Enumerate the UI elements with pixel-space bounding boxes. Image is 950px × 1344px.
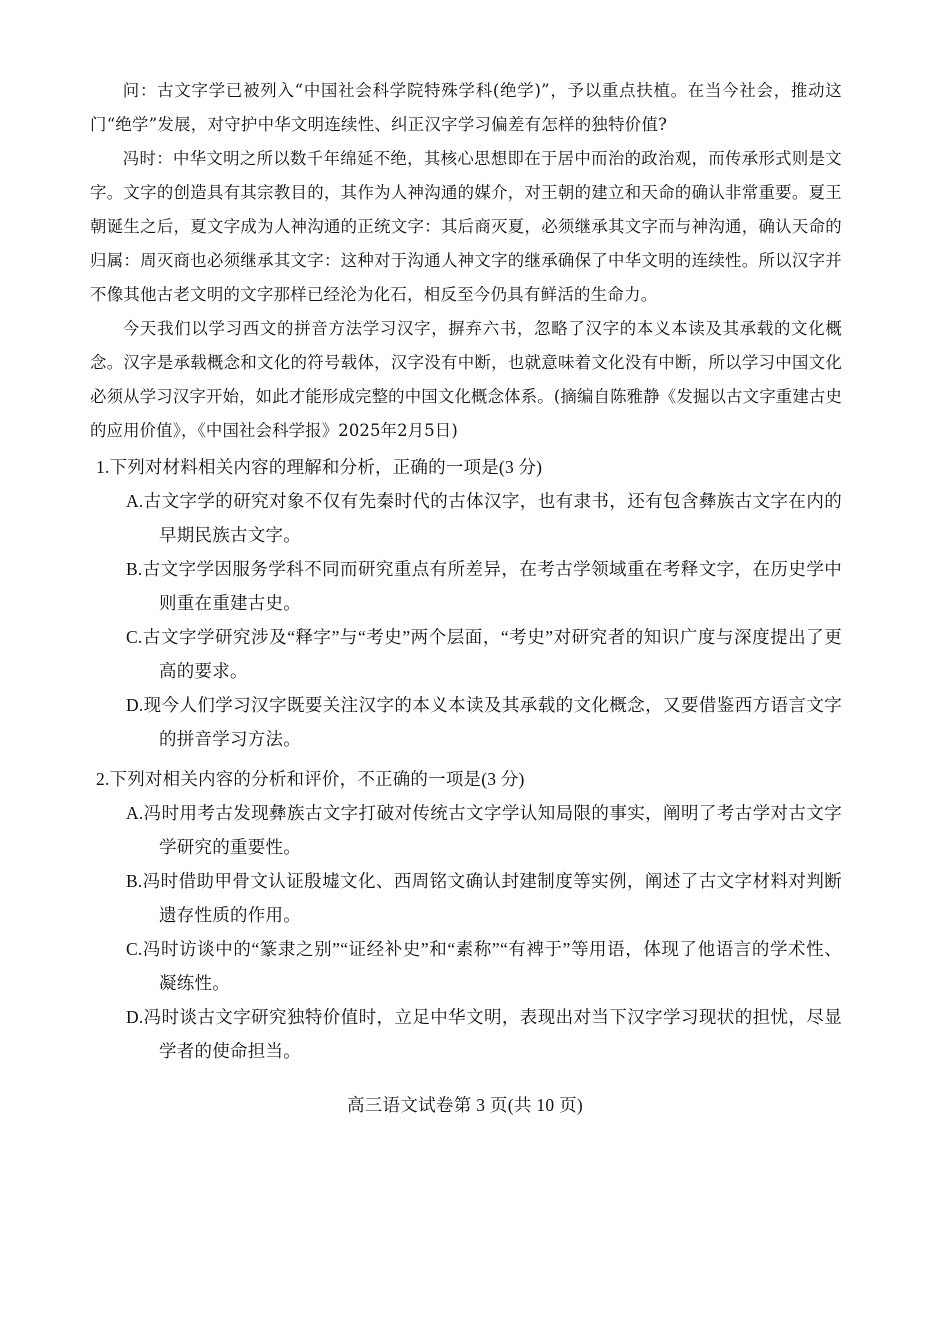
interview-question-paragraph: 问：古文字学已被列入“中国社会科学院特殊学科(绝学)”，予以重点扶植。在当今社会，推动这门“绝学”发展，对守护中华文明连续性、纠正汉字学习偏差有怎样的独特价值?	[90, 81, 842, 134]
interview-passage	[90, 74, 842, 448]
question-2-option-d: D.冯时谈古文字研究独特价值时，立足中华文明，表现出对当下汉字学习现状的担忧，尽显学者的使命担当。	[126, 1007, 842, 1061]
question-1-option-d: D.现今人们学习汉字既要关注汉字的本义本读及其承载的文化概念，又要借鉴西方语言文字的拼音学习方法。	[126, 695, 842, 749]
question-1	[90, 450, 842, 756]
question-2-option-b: B.冯时借助甲骨文认证殷墟文化、西周铭文确认封建制度等实例，阐述了古文字材料对判断遗存性质的作用。	[126, 871, 842, 925]
question-1-option-a: A.古文字学的研究对象不仅有先秦时代的古体汉字，也有隶书，还有包含彝族古文字在内的早期民族古文字。	[126, 491, 842, 545]
question-1-option-c: C.古文字学研究涉及“释字”与“考史”两个层面，“考史”对研究者的知识广度与深度提出了更高的要求。	[126, 627, 842, 681]
question-1-option-b: B.古文字学因服务学科不同而研究重点有所差异，在考古学领域重在考释文字，在历史学中则重在重建古史。	[126, 559, 842, 613]
question-1-stem: 1.下列对材料相关内容的理解和分析，正确的一项是(3 分)	[96, 457, 543, 477]
interview-closing-paragraph: 今天我们以学习西文的拼音方法学习汉字，摒弃六书，忽略了汉字的本义本读及其承载的文化概念。汉字是承载概念和文化的符号载体，汉字没有中断，也就意味着文化没有中断，所以学习中国文化必须从学习汉字开始，如此才能形成完整的中国文化概念体系。(摘编自陈雅静《发掘以古文字重建古史的应用价值》，《中国社会科学报》2025年2月5日)	[90, 319, 842, 440]
question-2	[90, 762, 842, 1068]
question-2-stem: 2.下列对相关内容的分析和评价，不正确的一项是(3 分)	[96, 769, 525, 789]
question-2-option-c: C.冯时访谈中的“篆隶之别”“证经补史”和“素称”“有裨于”等用语，体现了他语言的学术性、凝练性。	[126, 939, 842, 993]
interview-answer-paragraph: 冯时：中华文明之所以数千年绵延不绝，其核心思想即在于居中而治的政治观，而传承形式则是文字。文字的创造具有其宗教目的，其作为人神沟通的媒介，对王朝的建立和天命的确认非常重要。夏王朝诞生之后，夏文字成为人神沟通的正统文字：其后商灭夏，必须继承其文字而与神沟通，确认天命的归属：周灭商也必须继承其文字：这种对于沟通人神文字的继承确保了中华文明的连续性。所以汉字并不像其他古老文明的文字那样已经沦为化石，相反至今仍具有鲜活的生命力。	[90, 149, 842, 304]
page-footer: 高三语文试卷第 3 页(共 10 页)	[346, 1095, 584, 1115]
question-2-option-a: A.冯时用考古发现彝族古文字打破对传统古文字学认知局限的事实，阐明了考古学对古文字学研究的重要性。	[126, 803, 842, 857]
